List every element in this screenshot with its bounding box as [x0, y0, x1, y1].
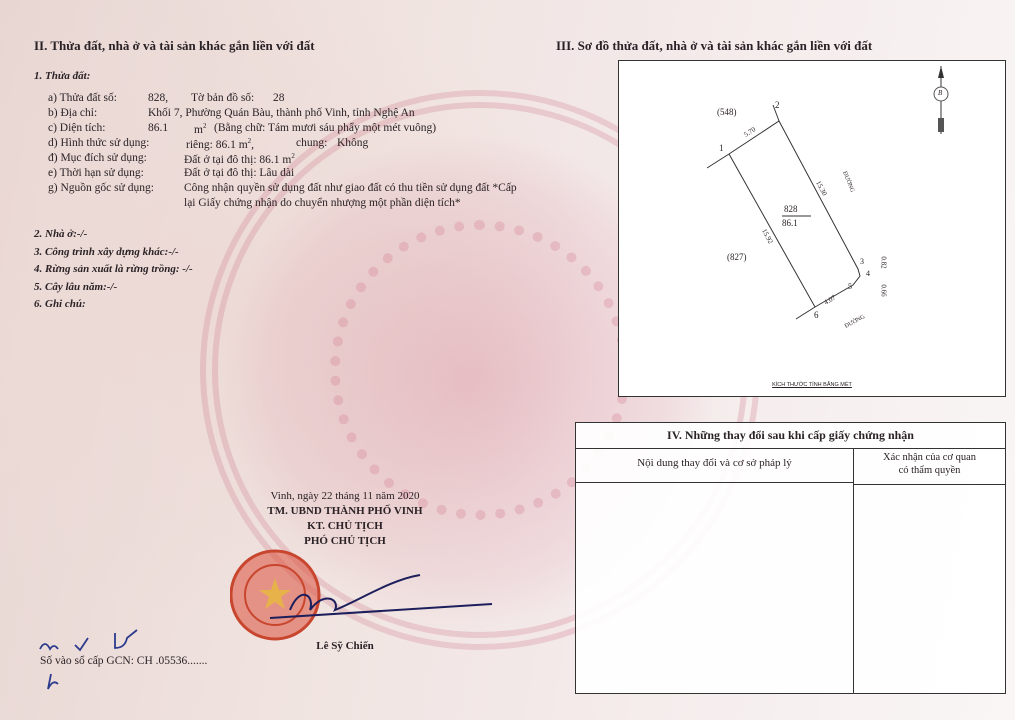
field-value: Không: [337, 137, 369, 149]
boundary-ext: [707, 154, 729, 168]
seal-and-signature: [230, 540, 510, 650]
date-line: Vinh, ngày 22 tháng 11 năm 2020: [270, 490, 420, 502]
boundary-ext: [796, 307, 815, 319]
section-iii-title: III. Sơ đồ thửa đất, nhà ở và tài sản khác gắn liền với đất: [556, 38, 873, 53]
field-note: (Bằng chữ: Tám mươi sáu phẩy một mét vuông): [214, 122, 437, 134]
unit: m: [194, 123, 203, 136]
role-line: KT. CHỦ TỊCH: [307, 520, 383, 532]
neighbor-548: (548): [717, 107, 737, 117]
field-label: đ) Mục đích sử dụng:: [48, 152, 147, 164]
field-label: d) Hình thức sử dụng:: [48, 137, 150, 149]
field-value: lại Giấy chứng nhận do chuyển nhượng một phần diện tích*: [184, 197, 461, 209]
item-house: 2. Nhà ở:-/-: [34, 228, 88, 240]
column-header-line: Xác nhận của cơ quan: [882, 452, 976, 463]
point-1: 1: [719, 143, 724, 153]
changes-title: IV. Những thay đổi sau khi cấp giấy chứng nhận: [576, 423, 1005, 449]
column-header-authority: [854, 449, 1005, 485]
road-label: ĐƯỜNG: [843, 314, 867, 330]
item-forest: 4. Rừng sản xuất là rừng trồng: -/-: [34, 263, 193, 275]
land-fields: a) Thửa đất số: 828, Tờ bản đồ số: 28 b) Địa chỉ: Khối 7, Phường Quán Bàu, thành phố Vinh, tỉnh Nghệ An c) Diện tích: 86.1 $m^2$ (Bằng chữ: Tám mươi sáu phẩy một mét vuông) d) Hình thức sử dụng: riêng: 86.1 $m^2$, chung: Không đ) Mục đích sử dụng: Đất ở tại đô thị: 86.1 $m^2$ e) Thời hạn sử dụng: Đất ở tại đô thị: Lâu dài g) Nguồn gốc sử dụng: Công nhận quyền sử dụng đất như giao đất có thu tiền sử dụng đất *Cấp lại Giấy chứng nhận do chuyển nhượng một phần diện tích*: [48, 92, 517, 209]
parcel-number: 828: [784, 204, 798, 214]
edge-3-4: 0.82: [879, 256, 888, 269]
handwritten-initials-icon: [30, 625, 160, 653]
other-items: [34, 226, 193, 314]
field-label: b) Địa chỉ:: [48, 107, 98, 119]
edge-4-5: 0.66: [879, 284, 888, 297]
handwritten-mark-icon: [45, 672, 75, 697]
column-header-content: Nội dung thay đổi và cơ sở pháp lý: [576, 449, 854, 483]
registry-number: Số vào sổ cấp GCN: CH .05536.......: [40, 655, 208, 667]
signer-name: Lê Sỹ Chiến: [316, 640, 374, 652]
neighbor-827: (827): [727, 252, 747, 262]
field-label: Tờ bản đồ số:: [191, 92, 255, 104]
compass-letter: B: [938, 89, 943, 97]
org-line: TM. UBND THÀNH PHỐ VINH: [267, 505, 423, 517]
point-5: 5: [848, 282, 852, 291]
section-ii-title: II. Thửa đất, nhà ở và tài sản khác gắn liền với đất: [34, 38, 315, 53]
map-footer: KÍCH THƯỚC TÍNH BẰNG MÉT: [772, 382, 852, 388]
field-value: riêng: 86.1 m: [186, 138, 248, 151]
field-value: Đất ở tại đô thị: 86.1 m: [184, 153, 292, 166]
item-perennial: 5. Cây lâu năm:-/-: [34, 280, 118, 293]
field-label: chung:: [296, 137, 328, 149]
item-notes: 6. Ghi chú:: [34, 298, 86, 310]
changes-table: [575, 422, 1006, 694]
field-value: Khối 7, Phường Quán Bàu, thành phố Vinh, tỉnh Nghệ An: [148, 107, 415, 119]
land-heading: 1. Thửa đất:: [34, 70, 91, 82]
north-arrow-icon: [931, 66, 951, 136]
point-6: 6: [814, 310, 819, 320]
field-label: e) Thời hạn sử dụng:: [48, 167, 144, 179]
edge-2-3: 15.30: [814, 179, 829, 198]
edge-6-1: 15.92: [760, 227, 775, 246]
field-value: Đất ở tại đô thị: Lâu dài: [184, 167, 295, 179]
road-label: ĐƯỜNG: [841, 170, 855, 194]
point-3: 3: [860, 257, 864, 266]
role-line-2: PHÓ CHỦ TỊCH: [304, 535, 386, 547]
field-value: 28: [273, 92, 285, 104]
column-divider: [853, 482, 854, 693]
parcel-diagram: [618, 60, 1006, 397]
item-construction: 3. Công trình xây dựng khác:-/-: [34, 245, 179, 258]
point-2: 2: [775, 100, 780, 110]
field-label: g) Nguồn gốc sử dụng:: [48, 182, 154, 194]
edge-1-2: 5.70: [742, 125, 758, 139]
field-value: 828,: [148, 92, 169, 104]
field-label: c) Diện tích:: [48, 122, 106, 134]
point-4: 4: [866, 269, 870, 278]
column-header-line: có thẩm quyền: [898, 465, 961, 476]
parcel-boundary: [729, 121, 860, 307]
field-value: Công nhận quyền sử dụng đất như giao đất có thu tiền sử dụng đất *Cấp: [184, 182, 517, 194]
field-value: 86.1: [148, 122, 169, 134]
parcel-area: 86.1: [782, 218, 798, 228]
edge-5-6: 4.07: [822, 293, 838, 307]
field-label: a) Thửa đất số:: [48, 92, 117, 104]
